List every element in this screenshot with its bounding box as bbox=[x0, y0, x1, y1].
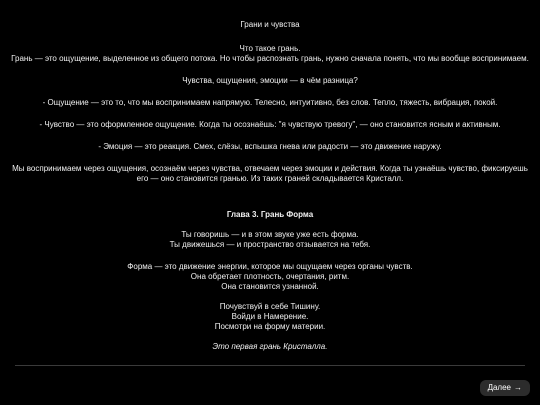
chapter-section bbox=[6, 210, 534, 352]
stanza-line: Ты говоришь — и в этом звуке уже есть форма. bbox=[181, 230, 359, 239]
stanza-3 bbox=[6, 302, 534, 332]
arrow-right-icon: → bbox=[514, 383, 522, 392]
intro-section bbox=[6, 20, 534, 184]
intro-definition: Грань — это ощущение, выделенное из общего потока. Но чтобы распознать грань, нужно сначала понять, что мы вообще воспринимаем. bbox=[11, 54, 529, 63]
emotion-paragraph: - Эмоция — это реакция. Смех, слёзы, вспышка гнева или радости — это движение наружу. bbox=[98, 142, 442, 151]
stanza-2 bbox=[6, 262, 534, 292]
feeling-paragraph: - Чувство — это оформленное ощущение. Когда ты осознаёшь: "я чувствую тревогу", — оно становится ясным и активным. bbox=[39, 120, 501, 129]
chapter-title: Глава 3. Грань Форма bbox=[226, 210, 314, 219]
divider bbox=[15, 365, 525, 366]
stanza-line: Почувствуй в себе Тишину. bbox=[219, 302, 321, 311]
stanza-line: Посмотри на форму материи. bbox=[214, 322, 326, 331]
stanza-1 bbox=[6, 230, 534, 250]
stanza-line: Она обретает плотность, очертания, ритм. bbox=[190, 272, 350, 281]
intro-title: Грани и чувства bbox=[240, 20, 300, 29]
stanza-line: Ты движешься — и пространство отзывается на тебя. bbox=[169, 240, 371, 249]
stanza-line: Она становится узнанной. bbox=[221, 282, 319, 291]
stanza-line: Форма — это движение энергии, которое мы ощущаем через органы чувств. bbox=[127, 262, 413, 271]
sensation-paragraph: - Ощущение — это то, что мы воспринимаем напрямую. Телесно, интуитивно, без слов. Тепло, тяжесть, вибрация, покой. bbox=[42, 98, 498, 107]
next-button[interactable] bbox=[480, 380, 530, 396]
stanza-line: Войди в Намерение. bbox=[231, 312, 309, 321]
summary-paragraph: Мы воспринимаем через ощущения, осознаём через чувства, отвечаем через эмоции и действия. Когда ты узнаёшь чувство, фиксируешь его — оно становится гранью. Из таких граней складывается Кристалл. bbox=[12, 164, 528, 183]
intro-question: Что такое грань. bbox=[239, 44, 301, 53]
next-button-label: Далее bbox=[487, 383, 511, 392]
chapter-closing: Это первая грань Кристалла. bbox=[212, 342, 328, 351]
difference-question: Чувства, ощущения, эмоции — в чём разница? bbox=[182, 76, 358, 85]
